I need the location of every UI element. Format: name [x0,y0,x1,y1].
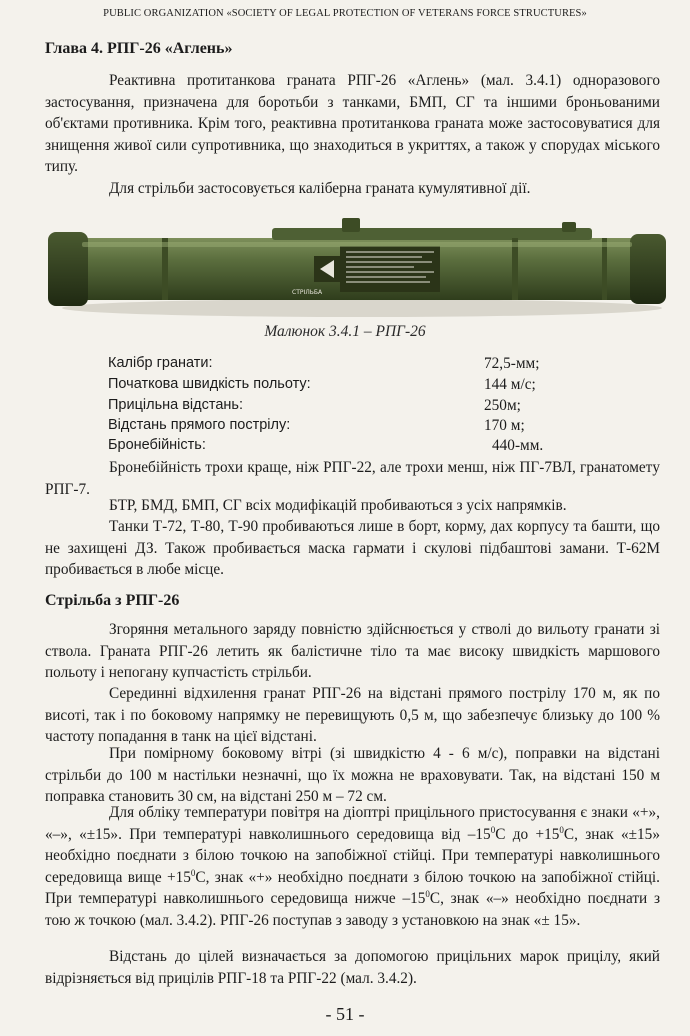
firing-paragraph-3: При помірному боковому вітрі (зі швидкістю 4 - 6 м/с), поправки на відстані стрільби до 100 м настільки незначні, що їх можна не враховувати. Так, на відстані 150 м поправка становить 30 см, на відстані 250 м – 72 см. [45,745,660,805]
armor-paragraph-2: БТР, БМД, БМП, СГ всіх модифікацій пробиваються з усіх напрямків. [109,497,567,514]
firing-paragraph-2: Серединні відхилення гранат РПГ-26 на відстані прямого пострілу 170 м, як по висоті, так і по боковому напрямку не перевищують 0,5 м, що забезпечує близьку до 100 % частоту попадання в танк на цієї відстані. [45,685,660,745]
spec-row [108,437,608,457]
text-run: Для обліку температури повітря на діоптрі прицільного пристосування є знаки «+», «–», «±15». При температурі навколишнього середовища від –15 [45,804,660,843]
spec-value: 72,5-мм; [484,355,540,372]
firing-paragraph-4 [45,802,660,931]
spec-row [108,355,608,375]
text-run: С, знак «+» необхідно поєднати з білою точкою на запобіжної стійці. При температурі навколишнього середовища нижче –15 [45,868,660,907]
spec-label: Початкова швидкість польоту: [108,376,311,392]
tube-label-text: СТРІЛЬБА [292,289,323,296]
firing-paragraph-5: Відстань до цілей визначається за допомогою прицільних марок прицілу, який відрізняється від прицілів РПГ-18 та РПГ-22 (мал. 3.4.2). [45,948,660,987]
spec-row [108,376,608,396]
section-title: Стрільба з РПГ-26 [45,592,180,609]
degree-sup: 0 [559,824,564,835]
degree-sup: 0 [490,824,496,835]
page-number: - 51 - [325,1004,365,1024]
intro-paragraph-2: Для стрільби застосовується каліберна граната кумулятивної дії. [109,180,531,197]
spec-row [108,417,608,437]
chapter-title: Глава 4. РПГ-26 «Аглень» [45,40,233,57]
degree-sup: 0 [425,888,430,899]
firing-paragraph-1: Згоряння метального заряду повністю здійснюється у стволі до вильоту гранати зі ствола. Граната РПГ-26 летить як балістичне тіло та має високу швидкість маршового польоту і непогану купчастість стрільби. [45,621,660,681]
spec-value: 250м; [484,397,521,414]
intro-paragraph-1: Реактивна протитанкова граната РПГ-26 «Аглень» (мал. 3.4.1) одноразового застосування, призначена для боротьби з танками, БМП, СГ та іншими броньованими об'єктами противника. Крім того, реактивна протитанкова граната може застосовуватися для знищення живої сили супротивника, що знаходиться в укриттях, а також у спорудах міського типу. [45,72,660,175]
text-run: С, знак «±15» необхідно поєднати з білою точкою на запобіжної стійці. При температурі навколишнього середовища вище +15 [45,825,660,886]
spec-label: Прицільна відстань: [108,397,243,413]
spec-label: Бронебійність: [108,437,206,453]
text-run: С до +15 [495,825,560,843]
spec-row [108,397,608,417]
figure-caption: Малюнок 3.4.1 – РПГ-26 [264,323,426,340]
armor-paragraph-3: Танки Т-72, Т-80, Т-90 пробиваються лише в борт, корму, дах корпусу та башти, що не захищені ДЗ. Також пробивається маска гармати і скулові підбаштові замани. Т-62М пробивається в любе місце. [45,518,660,578]
spec-label: Калібр гранати: [108,355,213,371]
spec-value: 144 м/с; [484,376,536,393]
spec-value: 170 м; [484,417,525,434]
organization-header: PUBLIC ORGANIZATION «SOCIETY OF LEGAL PROTECTION OF VETERANS FORCE STRUCTURES» [103,8,587,19]
degree-sup: 0 [190,867,196,878]
spec-value: 440-мм. [492,437,544,454]
armor-paragraph-1: Бронебійність трохи краще, ніж РПГ-22, але трохи менш, ніж ПГ-7ВЛ, гранатометy РПГ-7. [45,459,660,498]
spec-label: Відстань прямого пострілу: [108,417,291,433]
rpg26-photo [42,200,672,325]
text-run: С, знак «–» необхідно поєднати з тою ж точкою (мал. 3.4.2). РПГ-26 поступав з заводу з установкою на знак «± 15». [45,890,661,929]
